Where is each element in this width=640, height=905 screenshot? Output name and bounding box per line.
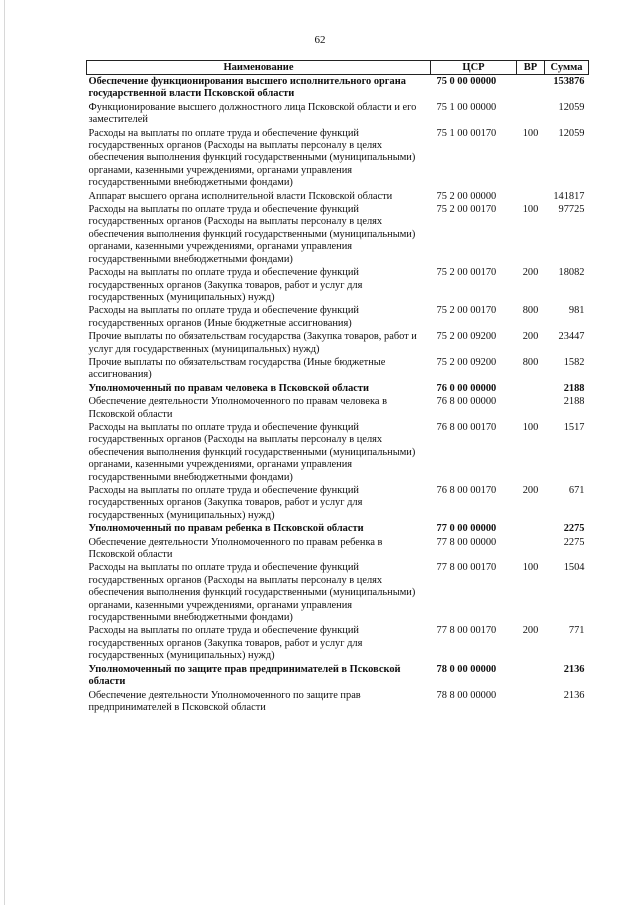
row-csr-cell: 77 0 00 00000 (436, 523, 497, 535)
row-vr-cell: 200 (522, 267, 539, 279)
row-name-cell: Расходы на выплаты по оплате труда и обеспечение функций государственных органов (Закупка товаров, работ и услуг для государственных (муниципальных) нужд) (88, 267, 363, 303)
table-row (87, 522, 589, 535)
row-sum-cell: 2188 (563, 396, 585, 408)
table-row (87, 624, 589, 662)
table-row (87, 190, 589, 203)
row-sum-cell: 12059 (558, 101, 585, 113)
row-csr-cell: 75 2 00 00170 (436, 267, 497, 279)
row-name-cell: Расходы на выплаты по оплате труда и обеспечение функций государственных органов (Расходы на выплаты персоналу в целях обеспечения выполнения функций государственными (муниципальными) органами, казенными учреждениями, органами управления государственными внебюджетными фондами) (88, 204, 416, 265)
row-csr-cell: 75 2 00 09200 (436, 331, 497, 343)
row-csr-cell: 75 1 00 00000 (436, 101, 497, 113)
row-sum-cell: 2136 (563, 689, 585, 701)
row-vr-cell (517, 382, 545, 395)
row-sum-cell: 141817 (553, 190, 585, 202)
row-sum-cell: 18082 (558, 267, 585, 279)
row-sum-cell: 12059 (558, 127, 585, 139)
row-sum-cell: 2275 (563, 523, 585, 535)
table-row (87, 127, 589, 190)
table-row (87, 536, 589, 562)
row-vr-cell (517, 689, 545, 715)
row-name-cell: Обеспечение деятельности Уполномоченного по защите прав предпринимателей в Псковской области (88, 689, 361, 713)
row-name-cell: Обеспечение деятельности Уполномоченного по правам человека в Псковской области (88, 396, 388, 420)
row-name-cell: Расходы на выплаты по оплате труда и обеспечение функций государственных органов (Расходы на выплаты персоналу в целях обеспечения выполнения функций государственными (муниципальными) органами, казенными учреждениями, органами управления государственными внебюджетными фондами) (88, 127, 416, 189)
row-sum-cell: 771 (568, 625, 585, 637)
row-vr-cell: 100 (522, 421, 539, 433)
table-header (87, 61, 589, 75)
table-body (87, 75, 589, 715)
row-csr-cell: 75 2 00 00000 (436, 190, 497, 202)
row-csr-cell: 77 8 00 00000 (436, 536, 497, 548)
row-vr-cell (517, 663, 545, 689)
row-vr-cell: 800 (522, 356, 539, 368)
row-name-cell: Аппарат высшего органа исполнительной власти Псковской области (88, 190, 393, 202)
row-sum-cell: 97725 (558, 204, 585, 216)
row-vr-cell: 100 (522, 204, 539, 216)
row-name-cell: Расходы на выплаты по оплате труда и обеспечение функций государственных органов (Иные бюджетные ассигнования) (88, 305, 359, 329)
row-csr-cell: 77 8 00 00170 (436, 562, 497, 574)
row-sum-cell: 23447 (558, 331, 585, 343)
row-name-cell: Расходы на выплаты по оплате труда и обеспечение функций государственных органов (Закупка товаров, работ и услуг для государственных (муниципальных) нужд) (88, 625, 363, 662)
table-row (87, 382, 589, 395)
row-vr-cell: 800 (522, 305, 539, 317)
row-sum-cell: 2188 (563, 382, 585, 394)
row-vr-cell (517, 522, 545, 535)
row-name-cell: Расходы на выплаты по оплате труда и обеспечение функций государственных органов (Расходы на выплаты персоналу в целях обеспечения выполнения функций государственными (муниципальными) органами, казенными учреждениями, органами управления государственными внебюджетными фондами) (88, 562, 416, 624)
row-sum-cell: 1504 (563, 562, 585, 574)
table-row (87, 266, 589, 304)
row-sum-cell: 2136 (563, 663, 585, 675)
row-csr-cell: 76 0 00 00000 (436, 382, 497, 394)
row-csr-cell: 76 8 00 00170 (436, 421, 497, 433)
row-csr-cell: 78 0 00 00000 (436, 663, 497, 675)
row-name-cell: Уполномоченный по защите прав предпринимателей в Псковской области (88, 663, 401, 688)
table-row (87, 663, 589, 689)
row-sum-cell: 2275 (563, 536, 585, 548)
row-vr-cell (517, 75, 545, 101)
row-csr-cell: 75 0 00 00000 (431, 75, 517, 101)
table-row (87, 75, 589, 101)
header-csr: ЦСР (431, 61, 517, 75)
row-csr-cell: 76 8 00 00000 (436, 396, 497, 408)
row-sum-cell: 153876 (545, 75, 589, 101)
row-vr-cell: 200 (522, 331, 539, 343)
table-header-row (87, 61, 589, 75)
row-vr-cell (517, 190, 545, 203)
header-name: Наименование (87, 61, 431, 75)
row-name-cell: Обеспечение деятельности Уполномоченного по правам ребенка в Псковской области (88, 536, 383, 561)
row-csr-cell: 75 2 00 00170 (436, 204, 497, 216)
row-csr-cell: 76 8 00 00170 (436, 485, 497, 496)
row-vr-cell: 200 (522, 485, 539, 496)
row-csr-cell: 78 8 00 00000 (436, 689, 497, 701)
row-vr-cell (517, 101, 545, 127)
row-sum-cell: 671 (568, 485, 585, 496)
page-number: 62 (314, 34, 326, 46)
row-name-cell: Функционирование высшего должностного лица Псковской области и его заместителей (88, 101, 417, 126)
table-row (87, 330, 589, 356)
row-name-cell: Прочие выплаты по обязательствам государства (Иные бюджетные ассигнования) (88, 356, 386, 381)
budget-table (86, 60, 589, 714)
row-name-cell: Расходы на выплаты по оплате труда и обеспечение функций государственных органов (Расходы на выплаты персоналу в целях обеспечения выполнения функций государственными (муниципальными) органами, казенными учреждениями, органами управления государственными внебюджетными фондами) (88, 421, 416, 483)
row-name-cell: Прочие выплаты по обязательствам государства (Закупка товаров, работ и услуг для государственных (муниципальных) нужд) (88, 331, 417, 355)
row-vr-cell: 100 (522, 562, 539, 574)
table-row (87, 561, 589, 624)
row-vr-cell: 200 (522, 625, 539, 637)
row-csr-cell: 75 2 00 00170 (436, 305, 497, 317)
table-row (87, 421, 589, 484)
row-name-cell: Расходы на выплаты по оплате труда и обеспечение функций государственных органов (Закупка товаров, работ и услуг для государственных (муниципальных) нужд) (88, 485, 363, 521)
row-csr-cell: 75 1 00 00170 (436, 127, 497, 139)
row-sum-cell: 981 (568, 305, 585, 317)
row-csr-cell: 75 2 00 09200 (436, 356, 497, 368)
table-row (87, 356, 589, 382)
row-sum-cell: 1517 (563, 421, 585, 433)
row-sum-cell: 1582 (563, 356, 585, 368)
row-vr-cell (517, 536, 545, 562)
row-name-cell: Уполномоченный по правам человека в Псковской области (88, 382, 369, 394)
scan-edge-line (4, 0, 5, 905)
header-vr: ВР (517, 61, 545, 75)
table-row (87, 689, 589, 715)
row-vr-cell: 100 (522, 127, 539, 139)
table-row (87, 101, 589, 127)
table-row (87, 304, 589, 330)
row-csr-cell: 77 8 00 00170 (436, 625, 497, 637)
table-row (87, 395, 589, 421)
row-name-cell: Уполномоченный по правам ребенка в Псковской области (88, 523, 364, 535)
table-row (87, 484, 589, 522)
row-vr-cell (517, 395, 545, 421)
table-row (87, 203, 589, 266)
header-sum: Сумма (545, 61, 589, 75)
row-name-cell: Обеспечение функционирования высшего исполнительного органа государственной власти Псковской области (87, 75, 431, 101)
